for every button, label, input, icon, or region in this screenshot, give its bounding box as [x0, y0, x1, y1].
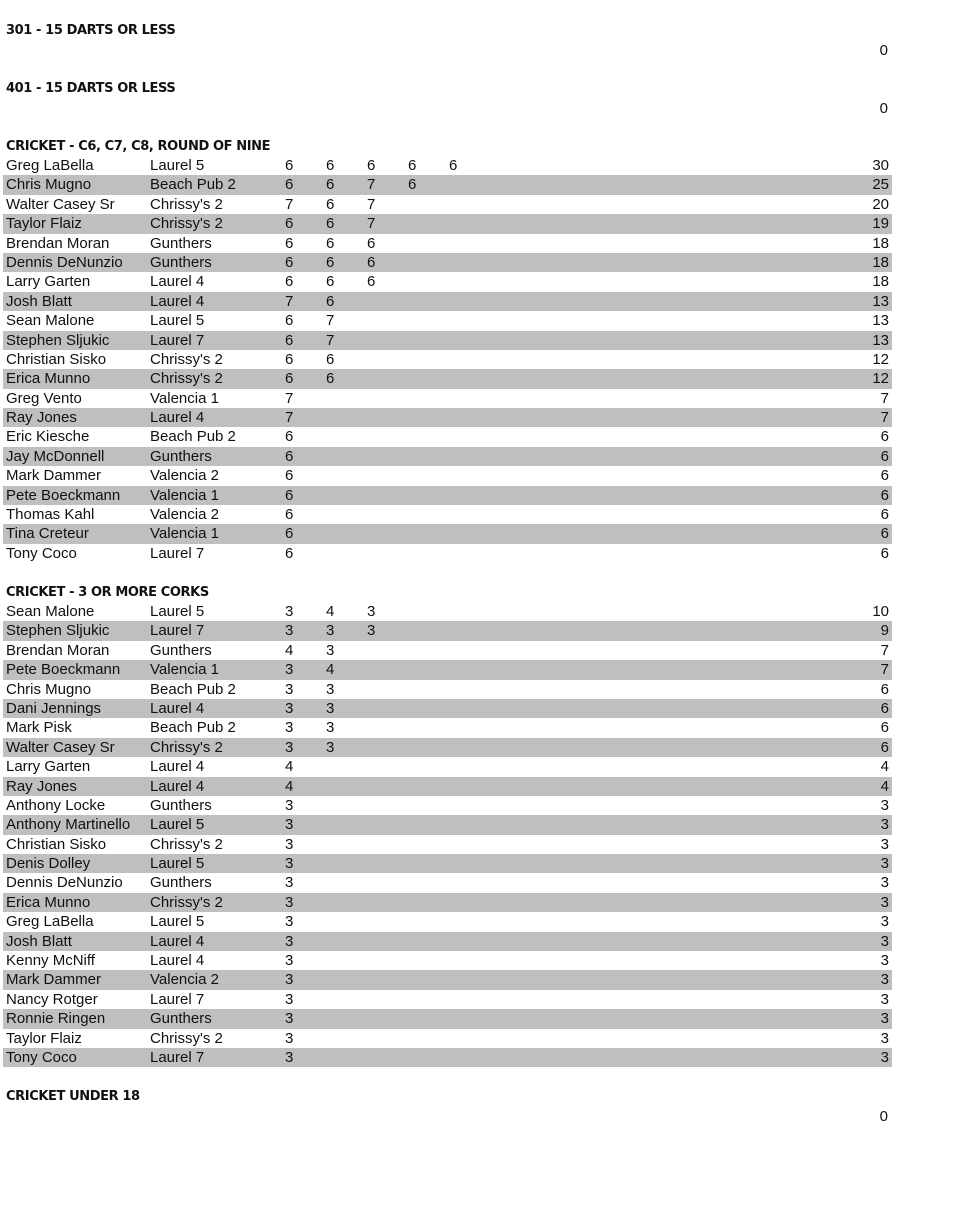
- section-total: 0: [879, 100, 888, 117]
- round-score: 3: [285, 971, 294, 989]
- row-total: 4: [880, 777, 889, 795]
- team-name: Beach Pub 2: [150, 680, 236, 698]
- round-score: 7: [367, 176, 376, 194]
- player-name: Pete Boeckmann: [6, 661, 121, 679]
- round-score: 6: [326, 176, 335, 194]
- table-row: [3, 331, 892, 350]
- player-name: Dennis DeNunzio: [6, 874, 123, 892]
- round-score: 6: [326, 195, 335, 213]
- round-score: 3: [285, 990, 294, 1008]
- table-row: [3, 680, 892, 699]
- team-name: Valencia 1: [150, 389, 219, 407]
- round-score: 6: [285, 525, 294, 543]
- table-row: [3, 970, 892, 989]
- team-name: Valencia 2: [150, 506, 219, 524]
- round-score: 6: [285, 350, 294, 368]
- round-score: 3: [285, 1029, 294, 1047]
- row-total: 6: [880, 428, 889, 446]
- table-row: [3, 951, 892, 970]
- team-name: Laurel 4: [150, 932, 205, 950]
- round-score: 3: [285, 874, 294, 892]
- row-total: 7: [880, 661, 889, 679]
- team-name: Beach Pub 2: [150, 719, 236, 737]
- row-total: 3: [880, 1048, 889, 1066]
- team-name: Chrissy's 2: [150, 350, 223, 368]
- player-name: Greg LaBella: [6, 157, 94, 174]
- round-score: 6: [285, 467, 294, 485]
- row-total: 3: [880, 990, 889, 1008]
- player-name: Chris Mugno: [6, 176, 92, 194]
- player-name: Stephen Sljukic: [6, 331, 110, 349]
- table-row: [3, 486, 892, 505]
- table-row: [3, 738, 892, 757]
- player-name: Nancy Rotger: [6, 990, 98, 1008]
- round-score: 7: [285, 195, 294, 213]
- table-row: [3, 796, 892, 815]
- table-row: [3, 369, 892, 388]
- player-name: Brendan Moran: [6, 641, 110, 659]
- team-name: Chrissy's 2: [150, 893, 223, 911]
- table-row: [3, 873, 892, 892]
- team-name: Laurel 5: [150, 913, 205, 931]
- round-score: 3: [285, 603, 294, 620]
- round-score: 6: [326, 350, 335, 368]
- team-name: Laurel 7: [150, 622, 205, 640]
- table-row: [3, 427, 892, 446]
- player-name: Ronnie Ringen: [6, 1010, 106, 1028]
- table-row: [3, 641, 892, 660]
- round-score: 3: [285, 816, 294, 834]
- round-score: 6: [326, 157, 335, 174]
- table-row: [3, 524, 892, 543]
- row-total: 6: [880, 525, 889, 543]
- team-name: Laurel 4: [150, 273, 205, 291]
- round-score: 7: [285, 292, 294, 310]
- player-name: Anthony Locke: [6, 796, 106, 814]
- table-row: [3, 1029, 892, 1048]
- team-name: Laurel 4: [150, 952, 205, 970]
- round-score: 6: [326, 273, 335, 291]
- player-name: Greg Vento: [6, 389, 82, 407]
- team-name: Beach Pub 2: [150, 428, 236, 446]
- player-name: Kenny McNiff: [6, 952, 95, 970]
- round-score: 3: [326, 641, 335, 659]
- section-title: CRICKET UNDER 18: [6, 1089, 140, 1104]
- row-total: 6: [880, 699, 889, 717]
- player-name: Tony Coco: [6, 544, 77, 562]
- round-score: 6: [326, 215, 335, 233]
- row-total: 3: [880, 932, 889, 950]
- team-name: Valencia 1: [150, 525, 219, 543]
- table-row: [3, 389, 892, 408]
- table-row: [3, 272, 892, 291]
- row-total: 18: [872, 273, 889, 291]
- team-name: Beach Pub 2: [150, 176, 236, 194]
- round-score: 4: [285, 758, 294, 776]
- round-score: 3: [285, 1048, 294, 1066]
- row-total: 12: [872, 350, 889, 368]
- table-row: [3, 1048, 892, 1067]
- team-name: Laurel 7: [150, 1048, 205, 1066]
- round-score: 3: [285, 661, 294, 679]
- player-name: Taylor Flaiz: [6, 1029, 82, 1047]
- row-total: 6: [880, 544, 889, 562]
- round-score: 6: [367, 234, 376, 252]
- round-score: 3: [285, 932, 294, 950]
- row-total: 6: [880, 680, 889, 698]
- row-total: 30: [872, 157, 889, 174]
- round-score: 6: [408, 157, 417, 174]
- row-total: 13: [872, 312, 889, 330]
- table-row: [3, 757, 892, 776]
- team-name: Gunthers: [150, 796, 212, 814]
- team-name: Laurel 4: [150, 758, 205, 776]
- team-name: Chrissy's 2: [150, 738, 223, 756]
- table-row: [3, 893, 892, 912]
- team-name: Chrissy's 2: [150, 195, 223, 213]
- team-name: Laurel 4: [150, 699, 205, 717]
- row-total: 4: [880, 758, 889, 776]
- table-row: [3, 447, 892, 466]
- player-name: Denis Dolley: [6, 855, 91, 873]
- row-total: 19: [872, 215, 889, 233]
- table-row: [3, 156, 892, 175]
- team-name: Laurel 5: [150, 816, 205, 834]
- player-name: Tony Coco: [6, 1048, 77, 1066]
- section-401-15-darts: [0, 80, 892, 120]
- row-total: 6: [880, 447, 889, 465]
- player-name: Christian Sisko: [6, 835, 107, 853]
- round-score: 6: [326, 370, 335, 388]
- row-total: 20: [872, 195, 889, 213]
- table-row: [3, 175, 892, 194]
- section-title: CRICKET - 3 OR MORE CORKS: [6, 585, 209, 600]
- table-row: [3, 505, 892, 524]
- table-row: [3, 234, 892, 253]
- player-name: Mark Dammer: [6, 971, 102, 989]
- table-row: [3, 292, 892, 311]
- row-total: 3: [880, 796, 889, 814]
- round-score: 3: [285, 952, 294, 970]
- round-score: 3: [285, 893, 294, 911]
- row-total: 6: [880, 738, 889, 756]
- team-name: Gunthers: [150, 234, 212, 252]
- player-name: Pete Boeckmann: [6, 486, 121, 504]
- player-name: Chris Mugno: [6, 680, 92, 698]
- round-score: 4: [285, 641, 294, 659]
- table-row: [3, 718, 892, 737]
- round-score: 3: [367, 622, 376, 640]
- section-title: 401 - 15 DARTS OR LESS: [6, 81, 176, 96]
- team-name: Chrissy's 2: [150, 1029, 223, 1047]
- round-score: 7: [326, 331, 335, 349]
- table-row: [3, 621, 892, 640]
- team-name: Laurel 5: [150, 312, 205, 330]
- section-cricket-under-18: [0, 1088, 892, 1128]
- row-total: 6: [880, 506, 889, 524]
- round-score: 6: [285, 486, 294, 504]
- round-score: 6: [285, 312, 294, 330]
- results-table: [3, 602, 892, 1067]
- table-row: [3, 777, 892, 796]
- round-score: 6: [285, 506, 294, 524]
- team-name: Laurel 7: [150, 990, 205, 1008]
- player-name: Josh Blatt: [6, 932, 72, 950]
- round-score: 4: [326, 603, 335, 620]
- row-total: 3: [880, 1029, 889, 1047]
- table-row: [3, 932, 892, 951]
- row-total: 3: [880, 952, 889, 970]
- player-name: Greg LaBella: [6, 913, 94, 931]
- player-name: Dani Jennings: [6, 699, 102, 717]
- team-name: Laurel 5: [150, 157, 205, 174]
- round-score: 3: [285, 1010, 294, 1028]
- table-row: [3, 253, 892, 272]
- player-name: Eric Kiesche: [6, 428, 90, 446]
- team-name: Valencia 2: [150, 971, 219, 989]
- round-score: 6: [285, 157, 294, 174]
- round-score: 3: [326, 719, 335, 737]
- player-name: Sean Malone: [6, 603, 95, 620]
- team-name: Laurel 4: [150, 292, 205, 310]
- round-score: 6: [285, 253, 294, 271]
- row-total: 3: [880, 835, 889, 853]
- row-total: 3: [880, 874, 889, 892]
- round-score: 6: [285, 234, 294, 252]
- team-name: Valencia 1: [150, 486, 219, 504]
- row-total: 3: [880, 1010, 889, 1028]
- team-name: Chrissy's 2: [150, 835, 223, 853]
- round-score: 6: [285, 273, 294, 291]
- round-score: 6: [285, 447, 294, 465]
- player-name: Brendan Moran: [6, 234, 110, 252]
- row-total: 6: [880, 467, 889, 485]
- section-total: 0: [879, 42, 888, 59]
- round-score: 3: [326, 622, 335, 640]
- results-table: [3, 156, 892, 563]
- table-row: [3, 214, 892, 233]
- round-score: 6: [449, 157, 458, 174]
- player-name: Erica Munno: [6, 370, 91, 388]
- round-score: 6: [285, 544, 294, 562]
- player-name: Thomas Kahl: [6, 506, 95, 524]
- round-score: 3: [367, 603, 376, 620]
- round-score: 6: [285, 370, 294, 388]
- team-name: Gunthers: [150, 1010, 212, 1028]
- round-score: 7: [367, 215, 376, 233]
- round-score: 3: [285, 680, 294, 698]
- round-score: 4: [326, 661, 335, 679]
- row-total: 3: [880, 971, 889, 989]
- team-name: Gunthers: [150, 641, 212, 659]
- round-score: 6: [408, 176, 417, 194]
- table-row: [3, 602, 892, 621]
- round-score: 6: [326, 292, 335, 310]
- player-name: Larry Garten: [6, 758, 91, 776]
- row-total: 13: [872, 331, 889, 349]
- row-total: 6: [880, 719, 889, 737]
- team-name: Valencia 1: [150, 661, 219, 679]
- round-score: 6: [367, 273, 376, 291]
- player-name: Josh Blatt: [6, 292, 72, 310]
- table-row: [3, 311, 892, 330]
- player-name: Larry Garten: [6, 273, 91, 291]
- table-row: [3, 660, 892, 679]
- round-score: 6: [285, 428, 294, 446]
- player-name: Tina Creteur: [6, 525, 89, 543]
- player-name: Stephen Sljukic: [6, 622, 110, 640]
- table-row: [3, 544, 892, 563]
- player-name: Sean Malone: [6, 312, 95, 330]
- player-name: Christian Sisko: [6, 350, 107, 368]
- table-row: [3, 912, 892, 931]
- table-row: [3, 466, 892, 485]
- player-name: Erica Munno: [6, 893, 91, 911]
- team-name: Laurel 5: [150, 855, 205, 873]
- table-row: [3, 408, 892, 427]
- row-total: 12: [872, 370, 889, 388]
- row-total: 3: [880, 855, 889, 873]
- row-total: 13: [872, 292, 889, 310]
- team-name: Laurel 7: [150, 544, 205, 562]
- round-score: 3: [326, 680, 335, 698]
- table-row: [3, 990, 892, 1009]
- row-total: 7: [880, 409, 889, 427]
- team-name: Laurel 4: [150, 409, 205, 427]
- team-name: Laurel 5: [150, 603, 205, 620]
- round-score: 3: [285, 719, 294, 737]
- table-row: [3, 815, 892, 834]
- player-name: Anthony Martinello: [6, 816, 131, 834]
- player-name: Mark Pisk: [6, 719, 72, 737]
- row-total: 18: [872, 234, 889, 252]
- row-total: 3: [880, 893, 889, 911]
- section-total: 0: [879, 1108, 888, 1125]
- round-score: 3: [285, 622, 294, 640]
- section-301-15-darts: [0, 22, 892, 62]
- round-score: 7: [367, 195, 376, 213]
- round-score: 6: [285, 215, 294, 233]
- team-name: Chrissy's 2: [150, 370, 223, 388]
- player-name: Ray Jones: [6, 409, 77, 427]
- team-name: Laurel 7: [150, 331, 205, 349]
- row-total: 3: [880, 913, 889, 931]
- player-name: Dennis DeNunzio: [6, 253, 123, 271]
- table-row: [3, 195, 892, 214]
- section-title: 301 - 15 DARTS OR LESS: [6, 23, 176, 38]
- round-score: 6: [326, 234, 335, 252]
- round-score: 3: [285, 796, 294, 814]
- row-total: 25: [872, 176, 889, 194]
- team-name: Valencia 2: [150, 467, 219, 485]
- round-score: 6: [367, 253, 376, 271]
- round-score: 3: [285, 738, 294, 756]
- player-name: Walter Casey Sr: [6, 738, 115, 756]
- round-score: 6: [367, 157, 376, 174]
- team-name: Gunthers: [150, 447, 212, 465]
- round-score: 3: [285, 699, 294, 717]
- player-name: Taylor Flaiz: [6, 215, 82, 233]
- row-total: 18: [872, 253, 889, 271]
- round-score: 6: [285, 331, 294, 349]
- round-score: 3: [285, 835, 294, 853]
- player-name: Mark Dammer: [6, 467, 102, 485]
- round-score: 7: [285, 389, 294, 407]
- section-title: CRICKET - C6, C7, C8, ROUND OF NINE: [6, 139, 271, 154]
- row-total: 9: [880, 622, 889, 640]
- team-name: Laurel 4: [150, 777, 205, 795]
- team-name: Gunthers: [150, 253, 212, 271]
- table-row: [3, 1009, 892, 1028]
- player-name: Walter Casey Sr: [6, 195, 115, 213]
- player-name: Jay McDonnell: [6, 447, 105, 465]
- row-total: 7: [880, 389, 889, 407]
- round-score: 3: [326, 699, 335, 717]
- row-total: 10: [872, 603, 889, 620]
- round-score: 4: [285, 777, 294, 795]
- team-name: Gunthers: [150, 874, 212, 892]
- row-total: 6: [880, 486, 889, 504]
- team-name: Chrissy's 2: [150, 215, 223, 233]
- table-row: [3, 854, 892, 873]
- round-score: 3: [285, 913, 294, 931]
- table-row: [3, 835, 892, 854]
- round-score: 6: [285, 176, 294, 194]
- table-row: [3, 699, 892, 718]
- round-score: 7: [326, 312, 335, 330]
- round-score: 7: [285, 409, 294, 427]
- round-score: 3: [285, 855, 294, 873]
- player-name: Ray Jones: [6, 777, 77, 795]
- round-score: 3: [326, 738, 335, 756]
- row-total: 7: [880, 641, 889, 659]
- table-row: [3, 350, 892, 369]
- round-score: 6: [326, 253, 335, 271]
- row-total: 3: [880, 816, 889, 834]
